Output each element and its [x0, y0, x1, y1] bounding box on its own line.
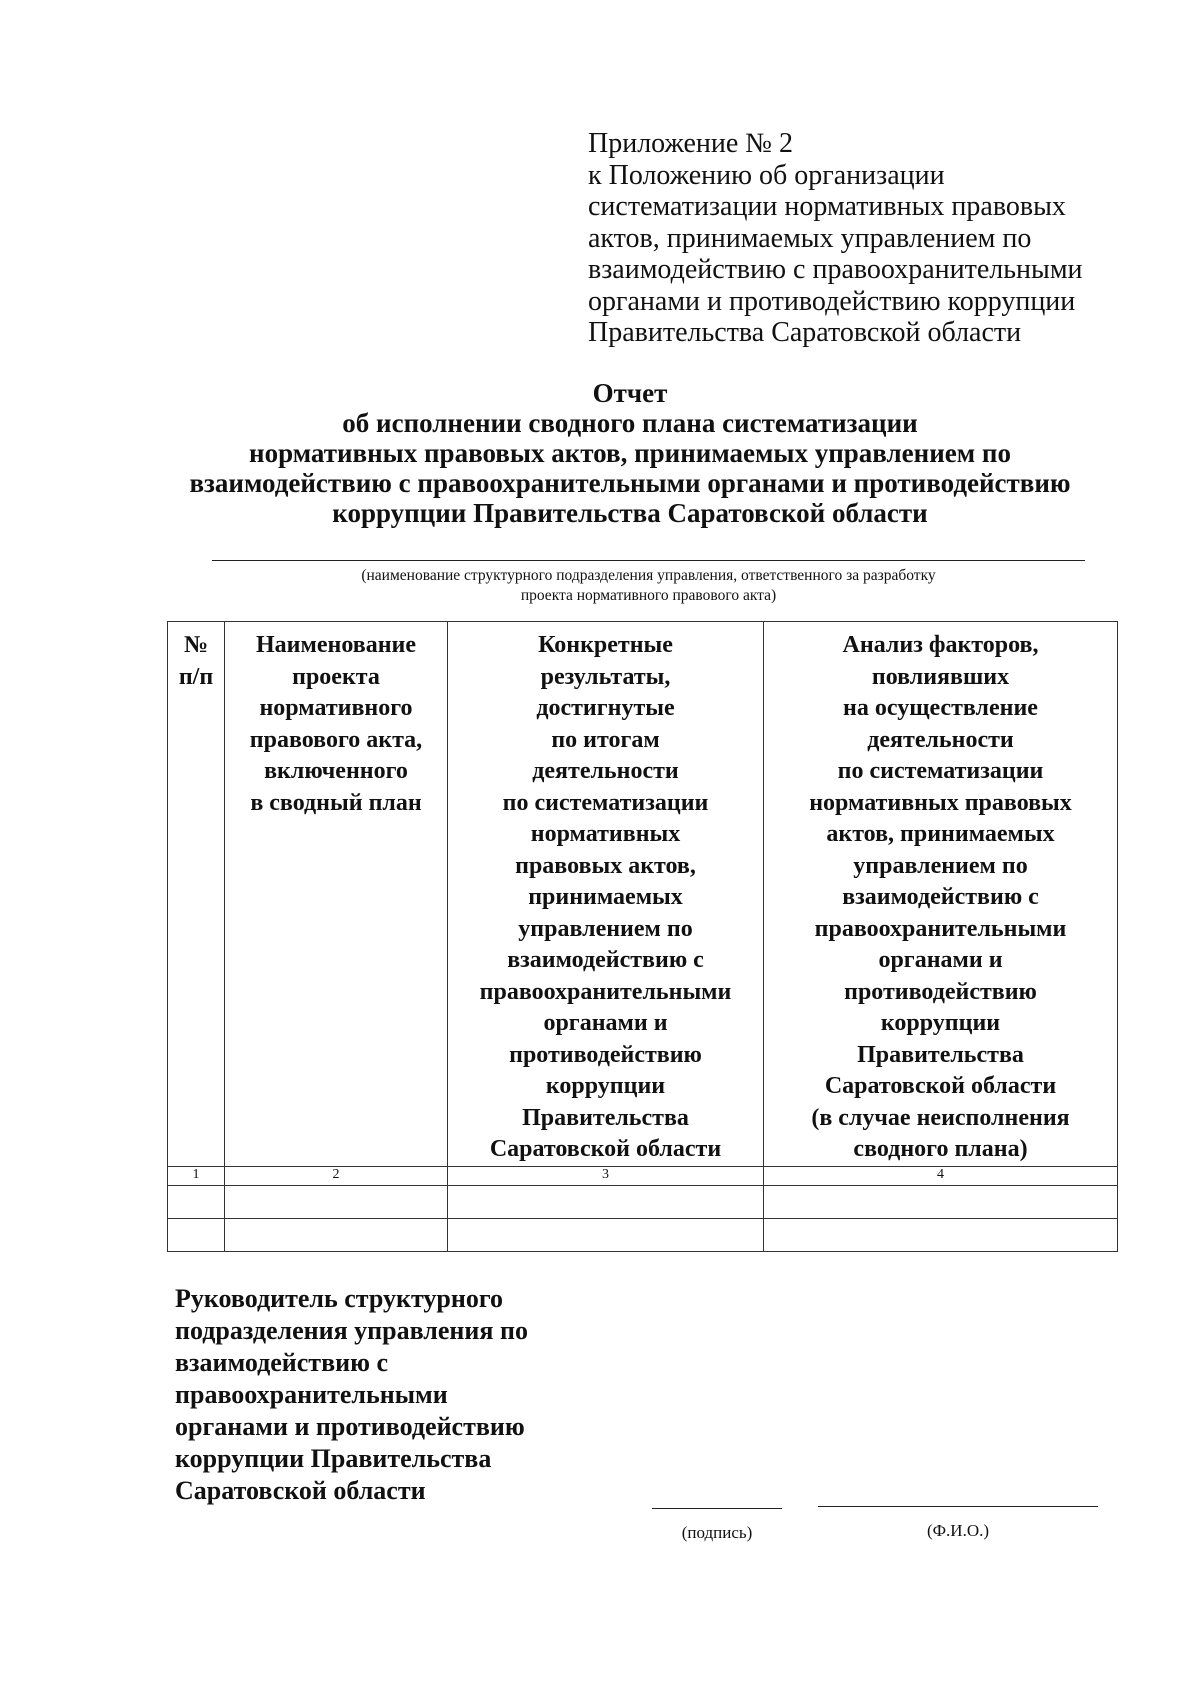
- appendix-line: Правительства Саратовской области: [588, 317, 1022, 348]
- column-number: 4: [764, 1166, 1118, 1185]
- signer-line: подразделения управления по: [175, 1316, 528, 1345]
- column-number: 3: [448, 1166, 764, 1185]
- signer-line: органами и противодействию: [175, 1412, 525, 1441]
- department-caption: [212, 566, 1085, 606]
- header-cell-analysis: Анализ факторов, повлиявших на осуществление деятельности по систематизации нормативных правовых актов, принимаемых управлением по взаимодействию с правоохранительными органами и противодействию коррупции Правительства Саратовской области (в случае неисполнения сводного плана): [764, 622, 1118, 1167]
- signer-title: [175, 1283, 675, 1507]
- table-cell: [225, 1185, 448, 1218]
- report-table: [167, 621, 1118, 1252]
- title-line: коррупции Правительства Саратовской области: [332, 498, 928, 528]
- full-name-line: [818, 1506, 1098, 1507]
- signer-line: коррупции Правительства: [175, 1444, 492, 1473]
- appendix-line: Приложение № 2: [588, 128, 793, 159]
- appendix-line: систематизации нормативных правовых: [588, 191, 1066, 222]
- signer-line: Саратовской области: [175, 1476, 426, 1505]
- table-header-row: [168, 622, 1118, 1167]
- column-number-row: [168, 1166, 1118, 1185]
- table-cell: [764, 1185, 1118, 1218]
- table-row: [168, 1185, 1118, 1218]
- table-row: [168, 1218, 1118, 1251]
- title-line: об исполнении сводного плана систематизации: [342, 408, 918, 438]
- caption-line: (наименование структурного подразделения управления, ответственного за разработку: [361, 567, 936, 584]
- title-line: Отчет: [592, 378, 668, 408]
- appendix-line: взаимодействию с правоохранительными: [588, 254, 1083, 285]
- table-cell: [448, 1185, 764, 1218]
- table-cell: [225, 1218, 448, 1251]
- signer-line: Руководитель структурного: [175, 1284, 504, 1313]
- header-cell-results: Конкретные результаты, достигнутые по итогам деятельности по систематизации нормативных правовых актов, принимаемых управлением по взаимодействию с правоохранительными органами и противодействию коррупции Правительства Саратовской области: [448, 622, 764, 1167]
- appendix-line: к Положению об организации: [588, 159, 945, 191]
- column-number: 2: [225, 1166, 448, 1185]
- header-cell-act-name: Наименование проекта нормативного правового акта, включенного в сводный план: [225, 622, 448, 1167]
- column-number: 1: [168, 1166, 225, 1185]
- table-cell: [448, 1218, 764, 1251]
- caption-line: проекта нормативного правового акта): [520, 587, 777, 604]
- signer-line: правоохранительными: [175, 1380, 448, 1409]
- signer-line: взаимодействию с: [175, 1348, 389, 1377]
- table-cell: [764, 1218, 1118, 1251]
- full-name-label: (Ф.И.О.): [926, 1521, 990, 1540]
- title-line: взаимодействию с правоохранительными органами и противодействию: [189, 468, 1071, 498]
- table-cell: [168, 1185, 225, 1218]
- table-cell: [168, 1218, 225, 1251]
- title-line: нормативных правовых актов, принимаемых управлением по: [249, 438, 1011, 468]
- appendix-reference: [588, 128, 1148, 349]
- header-cell-number: № п/п: [168, 622, 225, 1167]
- signature-label: (подпись): [681, 1523, 753, 1542]
- department-fill-line: [212, 560, 1085, 561]
- appendix-line: актов, принимаемых управлением по: [588, 222, 1032, 254]
- report-title: [150, 378, 1110, 528]
- signature-line: [652, 1508, 782, 1509]
- appendix-line: органами и противодействию коррупции: [588, 285, 1076, 317]
